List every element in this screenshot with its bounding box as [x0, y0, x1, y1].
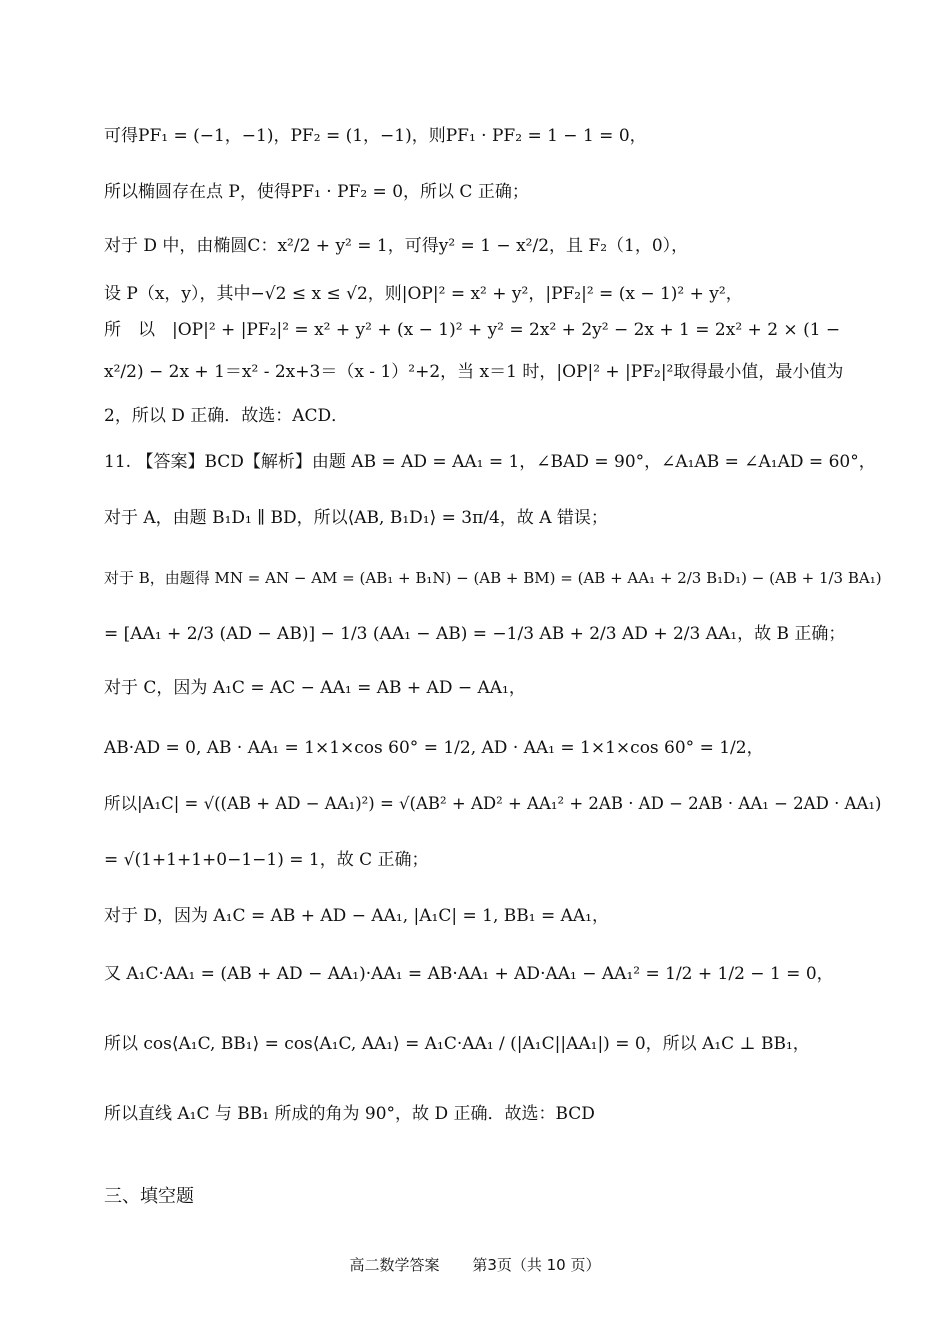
text-line-16: 对于 D，因为 A₁C = AB + AD − AA₁, |A₁C| = 1, BB₁ = AA₁， — [104, 906, 609, 926]
text-line-7: 2，所以 D 正确．故选：ACD． — [104, 406, 349, 426]
footer-page-number: 第3页（共 10 页） — [472, 1256, 601, 1274]
text-line-5: 所 以 |OP|² + |PF₂|² = x² + y² + (x − 1)² + y² = 2x² + 2y² − 2x + 1 = 2x² + 2 × (1 − — [104, 320, 841, 340]
text-line-10: 对于 B，由题得 MN = AN − AM = (AB₁ + B₁N) − (AB + BM) = (AB + AA₁ + 2/3 B₁D₁) − (AB + 1/3 BA₁) — [104, 569, 882, 587]
text-line-18: 所以 cos⟨A₁C, BB₁⟩ = cos⟨A₁C, AA₁⟩ = A₁C·AA₁ / (|A₁C||AA₁|) = 0，所以 A₁C ⊥ BB₁， — [104, 1034, 810, 1054]
section-title: 三、填空题 — [104, 1186, 194, 1207]
text-line-11: = [AA₁ + 2/3 (AD − AB)] − 1/3 (AA₁ − AB) = −1/3 AB + 2/3 AD + 2/3 AA₁，故 B 正确； — [104, 624, 846, 644]
text-line-19: 所以直线 A₁C 与 BB₁ 所成的角为 90°，故 D 正确．故选：BCD — [104, 1104, 595, 1124]
text-line-1: 可得PF₁ = (−1，−1)，PF₂ = (1，−1)，则PF₁ · PF₂ = 1 − 1 = 0， — [104, 126, 647, 146]
page-footer — [0, 1254, 950, 1275]
text-line-2: 所以椭圆存在点 P，使得PF₁ · PF₂ = 0，所以 C 正确； — [104, 182, 529, 202]
text-line-6: x²/2) − 2x + 1＝x² ‐ 2x+3＝（x ‐ 1）²+2，当 x＝1 时，|OP|² + |PF₂|²取得最小值，最小值为 — [104, 362, 844, 382]
text-line-17: 又 A₁C·AA₁ = (AB + AD − AA₁)·AA₁ = AB·AA₁ + AD·AA₁ − AA₁² = 1/2 + 1/2 − 1 = 0， — [104, 964, 834, 984]
text-line-15: = √(1+1+1+0−1−1) = 1，故 C 正确； — [104, 850, 429, 870]
text-line-4: 设 P（x，y），其中−√2 ≤ x ≤ √2，则|OP|² = x² + y²，|PF₂|² = (x − 1)² + y²， — [104, 284, 743, 304]
footer-subject: 高二数学答案 — [349, 1256, 440, 1274]
text-line-9: 对于 A，由题 B₁D₁ ∥ BD，所以⟨AB, B₁D₁⟩ = 3π/4，故 A 错误； — [104, 508, 608, 528]
text-line-12: 对于 C，因为 A₁C = AC − AA₁ = AB + AD − AA₁， — [104, 678, 526, 698]
text-line-13: AB·AD = 0, AB · AA₁ = 1×1×cos 60° = 1/2, AD · AA₁ = 1×1×cos 60° = 1/2， — [104, 738, 764, 758]
text-line-8: 11. 【答案】BCD【解析】由题 AB = AD = AA₁ = 1，∠BAD = 90°，∠A₁AB = ∠A₁AD = 60°， — [104, 452, 876, 472]
text-line-14: 所以|A₁C| = √((AB + AD − AA₁)²) = √(AB² + AD² + AA₁² + 2AB · AD − 2AB · AA₁ − 2AD · AA₁) — [104, 794, 882, 813]
text-line-3: 对于 D 中，由椭圆C：x²/2 + y² = 1，可得y² = 1 − x²/2，且 F₂（1，0）， — [104, 236, 689, 256]
